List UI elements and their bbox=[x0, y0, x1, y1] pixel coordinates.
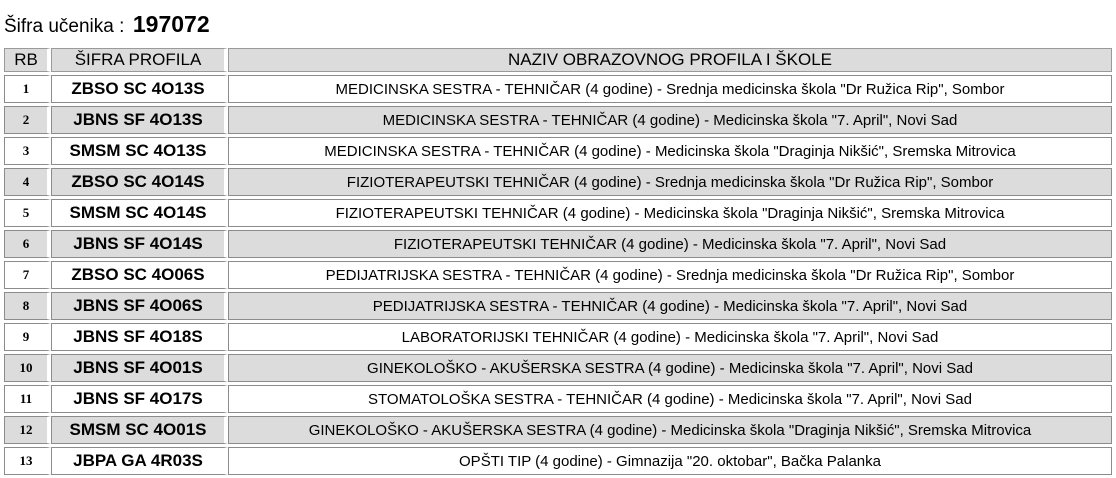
table-row bbox=[4, 447, 1112, 475]
profile-code: JBPA GA 4R03S bbox=[51, 447, 228, 475]
row-number: 6 bbox=[4, 230, 51, 258]
table-row bbox=[4, 75, 1112, 103]
profile-code: ZBSO SC 4O13S bbox=[51, 75, 228, 103]
table-row bbox=[4, 385, 1112, 413]
table-row bbox=[4, 106, 1112, 134]
profile-code: JBNS SF 4O13S bbox=[51, 106, 228, 134]
row-number: 4 bbox=[4, 168, 51, 196]
profile-code: SMSM SC 4O14S bbox=[51, 199, 228, 227]
row-number: 9 bbox=[4, 323, 51, 351]
header-profile-name: NAZIV OBRAZOVNOG PROFILA I ŠKOLE bbox=[228, 48, 1112, 72]
table-row bbox=[4, 230, 1112, 258]
profile-name: GINEKOLOŠKO - AKUŠERSKA SESTRA (4 godine) - Medicinska škola "7. April", Novi Sad bbox=[228, 354, 1112, 382]
profile-name: GINEKOLOŠKO - AKUŠERSKA SESTRA (4 godine) - Medicinska škola "Draginja Nikšić", Sremska Mitrovica bbox=[228, 416, 1112, 444]
profile-name: LABORATORIJSKI TEHNIČAR (4 godine) - Medicinska škola "7. April", Novi Sad bbox=[228, 323, 1112, 351]
table-row bbox=[4, 354, 1112, 382]
profile-code: SMSM SC 4O01S bbox=[51, 416, 228, 444]
profile-code: JBNS SF 4O17S bbox=[51, 385, 228, 413]
table-body bbox=[4, 75, 1112, 475]
profile-code: JBNS SF 4O14S bbox=[51, 230, 228, 258]
profile-code: JBNS SF 4O01S bbox=[51, 354, 228, 382]
table-row bbox=[4, 292, 1112, 320]
profile-name: MEDICINSKA SESTRA - TEHNIČAR (4 godine) - Medicinska škola "Draginja Nikšić", Sremska Mitrovica bbox=[228, 137, 1112, 165]
profile-name: FIZIOTERAPEUTSKI TEHNIČAR (4 godine) - Medicinska škola "7. April", Novi Sad bbox=[228, 230, 1112, 258]
profile-name: FIZIOTERAPEUTSKI TEHNIČAR (4 godine) - Srednja medicinska škola "Dr Ružica Rip", Sombor bbox=[228, 168, 1112, 196]
row-number: 13 bbox=[4, 447, 51, 475]
table-row bbox=[4, 261, 1112, 289]
profile-name: MEDICINSKA SESTRA - TEHNIČAR (4 godine) - Srednja medicinska škola "Dr Ružica Rip", Sombor bbox=[228, 75, 1112, 103]
table-row bbox=[4, 323, 1112, 351]
row-number: 2 bbox=[4, 106, 51, 134]
profile-name: OPŠTI TIP (4 godine) - Gimnazija "20. oktobar", Bačka Palanka bbox=[228, 447, 1112, 475]
profile-code: JBNS SF 4O18S bbox=[51, 323, 228, 351]
student-id-line bbox=[4, 8, 210, 40]
table-header-row bbox=[4, 48, 1112, 72]
row-number: 10 bbox=[4, 354, 51, 382]
table-row bbox=[4, 416, 1112, 444]
row-number: 8 bbox=[4, 292, 51, 320]
student-id-value: 197072 bbox=[132, 11, 210, 37]
header-rb: RB bbox=[4, 48, 51, 72]
row-number: 3 bbox=[4, 137, 51, 165]
profile-name: FIZIOTERAPEUTSKI TEHNIČAR (4 godine) - Medicinska škola "Draginja Nikšić", Sremska Mitrovica bbox=[228, 199, 1112, 227]
profiles-table bbox=[4, 45, 1112, 478]
table-row bbox=[4, 137, 1112, 165]
student-id-label: Šifra učenika : bbox=[4, 16, 125, 37]
profile-code: JBNS SF 4O06S bbox=[51, 292, 228, 320]
table-row bbox=[4, 168, 1112, 196]
profile-code: SMSM SC 4O13S bbox=[51, 137, 228, 165]
profile-code: ZBSO SC 4O06S bbox=[51, 261, 228, 289]
profile-name: PEDIJATRIJSKA SESTRA - TEHNIČAR (4 godine) - Srednja medicinska škola "Dr Ružica Rip", Sombor bbox=[228, 261, 1112, 289]
profile-name: STOMATOLOŠKA SESTRA - TEHNIČAR (4 godine) - Medicinska škola "7. April", Novi Sad bbox=[228, 385, 1112, 413]
row-number: 1 bbox=[4, 75, 51, 103]
row-number: 7 bbox=[4, 261, 51, 289]
row-number: 12 bbox=[4, 416, 51, 444]
header-profile-code: ŠIFRA PROFILA bbox=[51, 48, 228, 72]
row-number: 11 bbox=[4, 385, 51, 413]
profile-name: MEDICINSKA SESTRA - TEHNIČAR (4 godine) - Medicinska škola "7. April", Novi Sad bbox=[228, 106, 1112, 134]
profile-name: PEDIJATRIJSKA SESTRA - TEHNIČAR (4 godine) - Medicinska škola "7. April", Novi Sad bbox=[228, 292, 1112, 320]
row-number: 5 bbox=[4, 199, 51, 227]
profile-code: ZBSO SC 4O14S bbox=[51, 168, 228, 196]
table-row bbox=[4, 199, 1112, 227]
